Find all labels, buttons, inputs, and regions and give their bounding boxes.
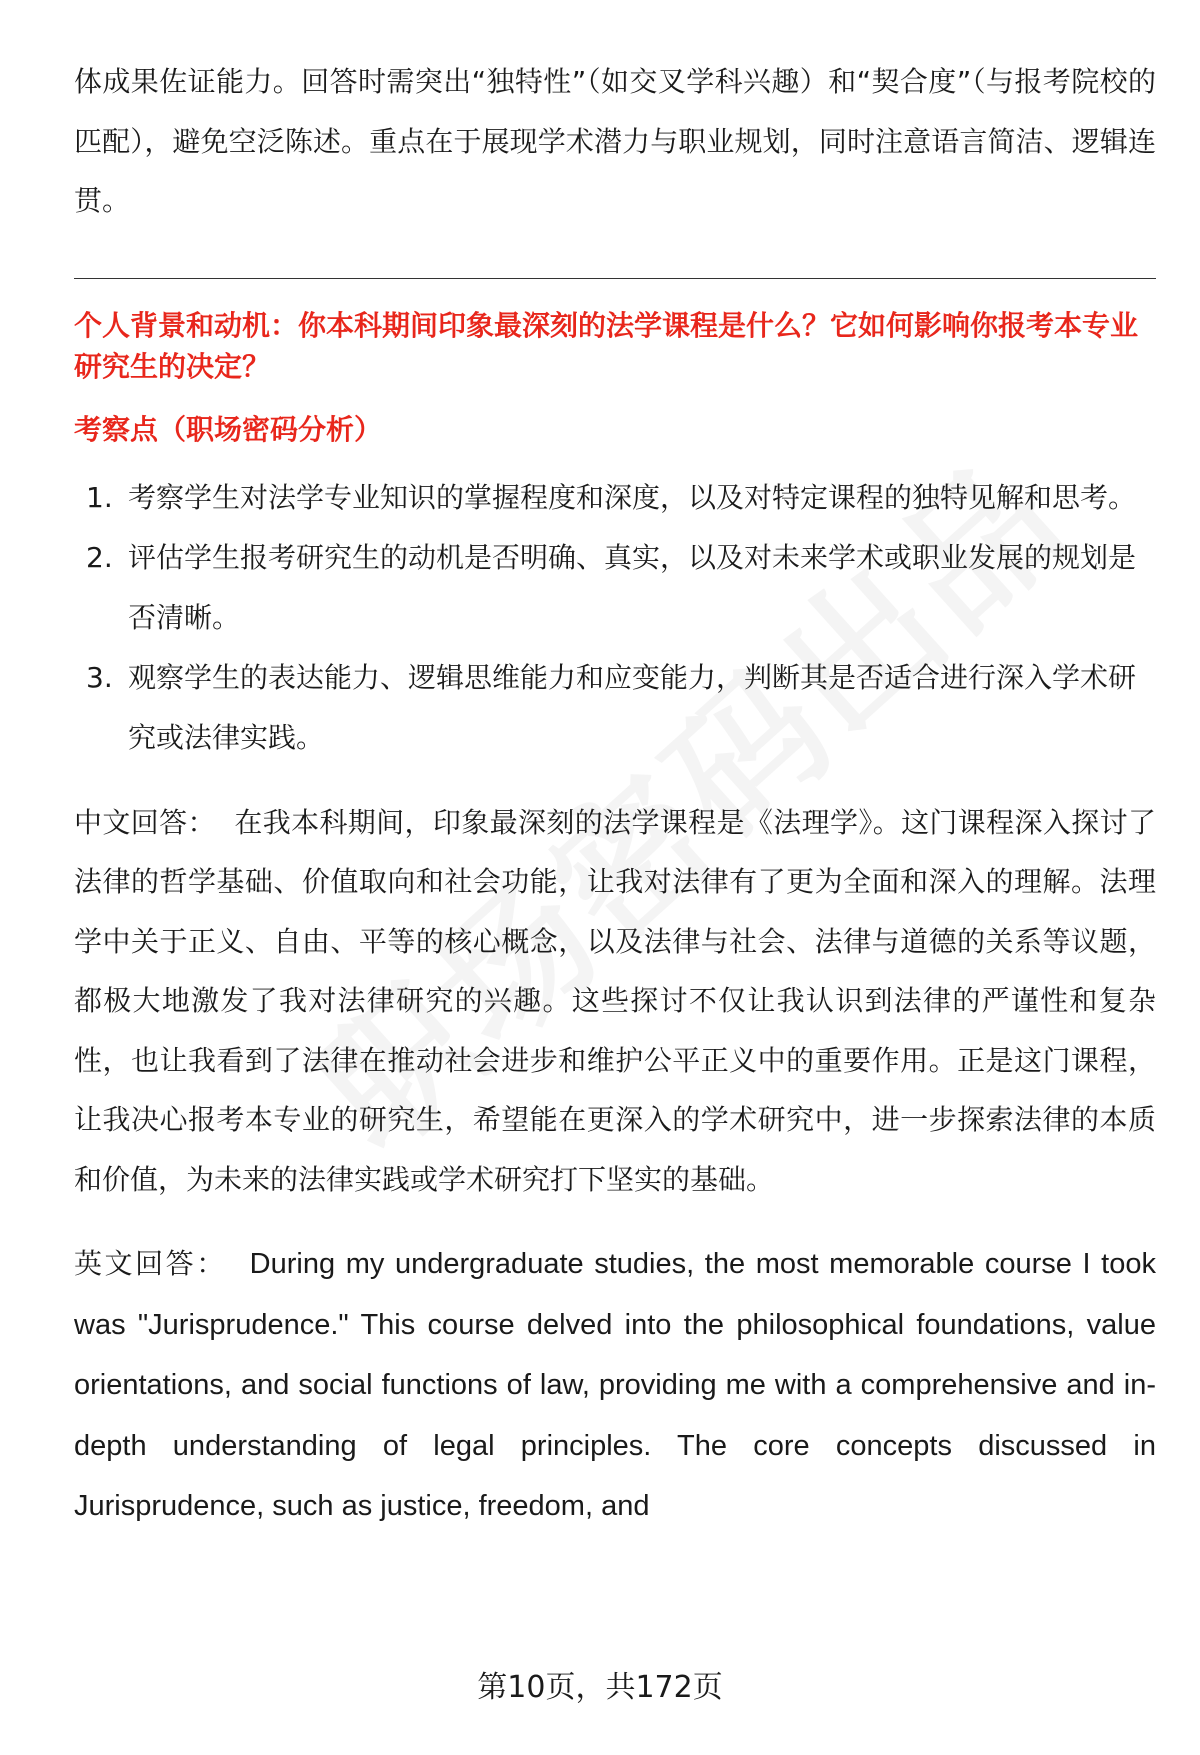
assessment-heading: 考察点（职场密码分析） [74,412,383,446]
page-number: 第10页，共172页 [477,1670,723,1705]
list-item-text: 评估学生报考研究生的动机是否明确、真实，以及对未来学术或职业发展的规划是否清晰。 [128,540,1137,634]
english-answer-label: 英文回答： [74,1247,227,1280]
list-item-text: 考察学生对法学专业知识的掌握程度和深度，以及对特定课程的独特见解和思考。 [128,480,1137,514]
chinese-answer [74,793,1156,1210]
list-number: 1. [86,480,113,514]
list-number: 2. [86,540,113,574]
assessment-item [74,648,1156,768]
document-page [74,52,1156,1537]
list-item-text: 观察学生的表达能力、逻辑思维能力和应变能力，判断其是否适合进行深入学术研究或法律实践。 [128,660,1137,754]
list-number: 3. [86,660,113,694]
chinese-answer-label: 中文回答： [74,805,216,839]
assessment-item [74,528,1156,648]
question-heading: 个人背景和动机：你本科期间印象最深刻的法学课程是什么？它如何影响你报考本专业研究生的决定？ [74,308,1139,383]
section-divider [74,278,1156,279]
chinese-answer-text: 在我本科期间，印象最深刻的法学课程是《法理学》。这门课程深入探讨了法律的哲学基础、价值取向和社会功能，让我对法律有了更为全面和深入的理解。法理学中关于正义、自由、平等的核心概念，以及法律与社会、法律与道德的关系等议题，都极大地激发了我对法律研究的兴趣。这些探讨不仅让我认识到法律的严谨性和复杂性，也让我看到了法律在推动社会进步和维护公平正义中的重要作用。正是这门课程，让我决心报考本专业的研究生，希望能在更深入的学术研究中，进一步探索法律的本质和价值，为未来的法律实践或学术研究打下坚实的基础。 [74,805,1156,1196]
english-answer-text: During my undergraduate studies, the most memorable course I took was "Jurisprudence." This course delved into the philosophical foundations, value orientations, and social functions of law, providing me with a comprehensive and in-depth understanding of legal principles. The core concepts discussed in Jurisprudence, such as justice, freedom, and [74,1248,1156,1522]
assessment-list [74,468,1156,768]
assessment-item [74,468,1156,528]
english-answer [74,1234,1156,1537]
intro-paragraph: 体成果佐证能力。回答时需突出“独特性”（如交叉学科兴趣）和“契合度”（与报考院校的匹配），避免空泛陈述。重点在于展现学术潜力与职业规划，同时注意语言简洁、逻辑连贯。 [74,65,1156,217]
